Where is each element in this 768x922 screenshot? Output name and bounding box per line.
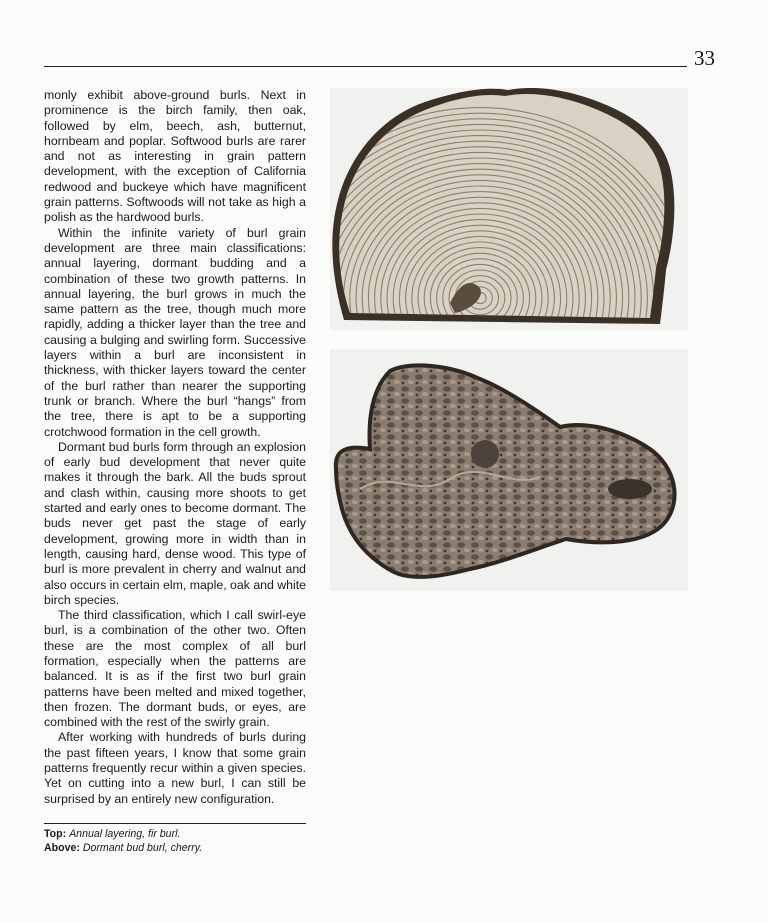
caption-top <box>44 827 344 841</box>
page-number: 33 <box>694 46 715 70</box>
photo-cherry-burl <box>330 349 688 591</box>
paragraph: After working with hundreds of burls during the past fifteen years, I know that some grain patterns frequently recur within a given species. Yet on cutting into a new burl, I can still be surprised by an entirely new configuration. <box>44 730 306 806</box>
paragraph: Dormant bud burls form through an explosion of early bud development that never quite makes it through the bark. All the buds sprout and clash within, causing more shoots to get started and early ones to become dormant. The buds never get past the stage of early development, growing more in width than in length, causing hard, dense wood. This type of burl is more prevalent in cherry and walnut and also occurs in certain elm, maple, oak and white birch species. <box>44 439 306 607</box>
paragraph: Within the infinite variety of burl grain development are three main classifications: annual layering, dormant budding and a combination of these two growth patterns. In annual layering, the burl grows in much the same pattern as the tree, though much more rapidly, adding a thicker layer than the tree and causing a bulging and swirling form. Successive layers within a burl are inconsistent in thickness, with thicker layers toward the center of the burl rather than nearer the supporting trunk or branch. Where the burl “hangs” from the tree, there is apt to be a supporting crotchwood formation in the cell growth. <box>44 225 306 439</box>
caption-label: Above: <box>44 842 80 854</box>
header-rule <box>44 66 687 67</box>
caption-rule <box>44 823 306 824</box>
caption-text: Annual layering, fir burl. <box>69 828 181 840</box>
body-text-column <box>44 88 306 807</box>
photo-fir-burl <box>330 88 688 330</box>
caption-text: Dormant bud burl, cherry. <box>82 842 203 854</box>
caption-label: Top: <box>44 828 67 840</box>
paragraph: monly exhibit above-ground burls. Next in prominence is the birch family, then oak, followed by elm, beech, ash, butternut, hornbeam and poplar. Softwood burls are rarer and not as interesting in grain pattern development, with the exception of California redwood and buckeye which have magnificent grain patterns. Softwoods will not take as high a polish as the hardwood burls. <box>44 88 306 225</box>
caption-above <box>44 841 344 855</box>
paragraph: The third classification, which I call swirl-eye burl, is a combination of the other two. Often these are the most complex of all burl formation, especially when the patterns are balanced. It is as if the first two burl grain patterns have been melted and mixed together, then frozen. The dormant buds, or eyes, are combined with the rest of the swirly grain. <box>44 608 306 730</box>
captions <box>44 827 344 855</box>
